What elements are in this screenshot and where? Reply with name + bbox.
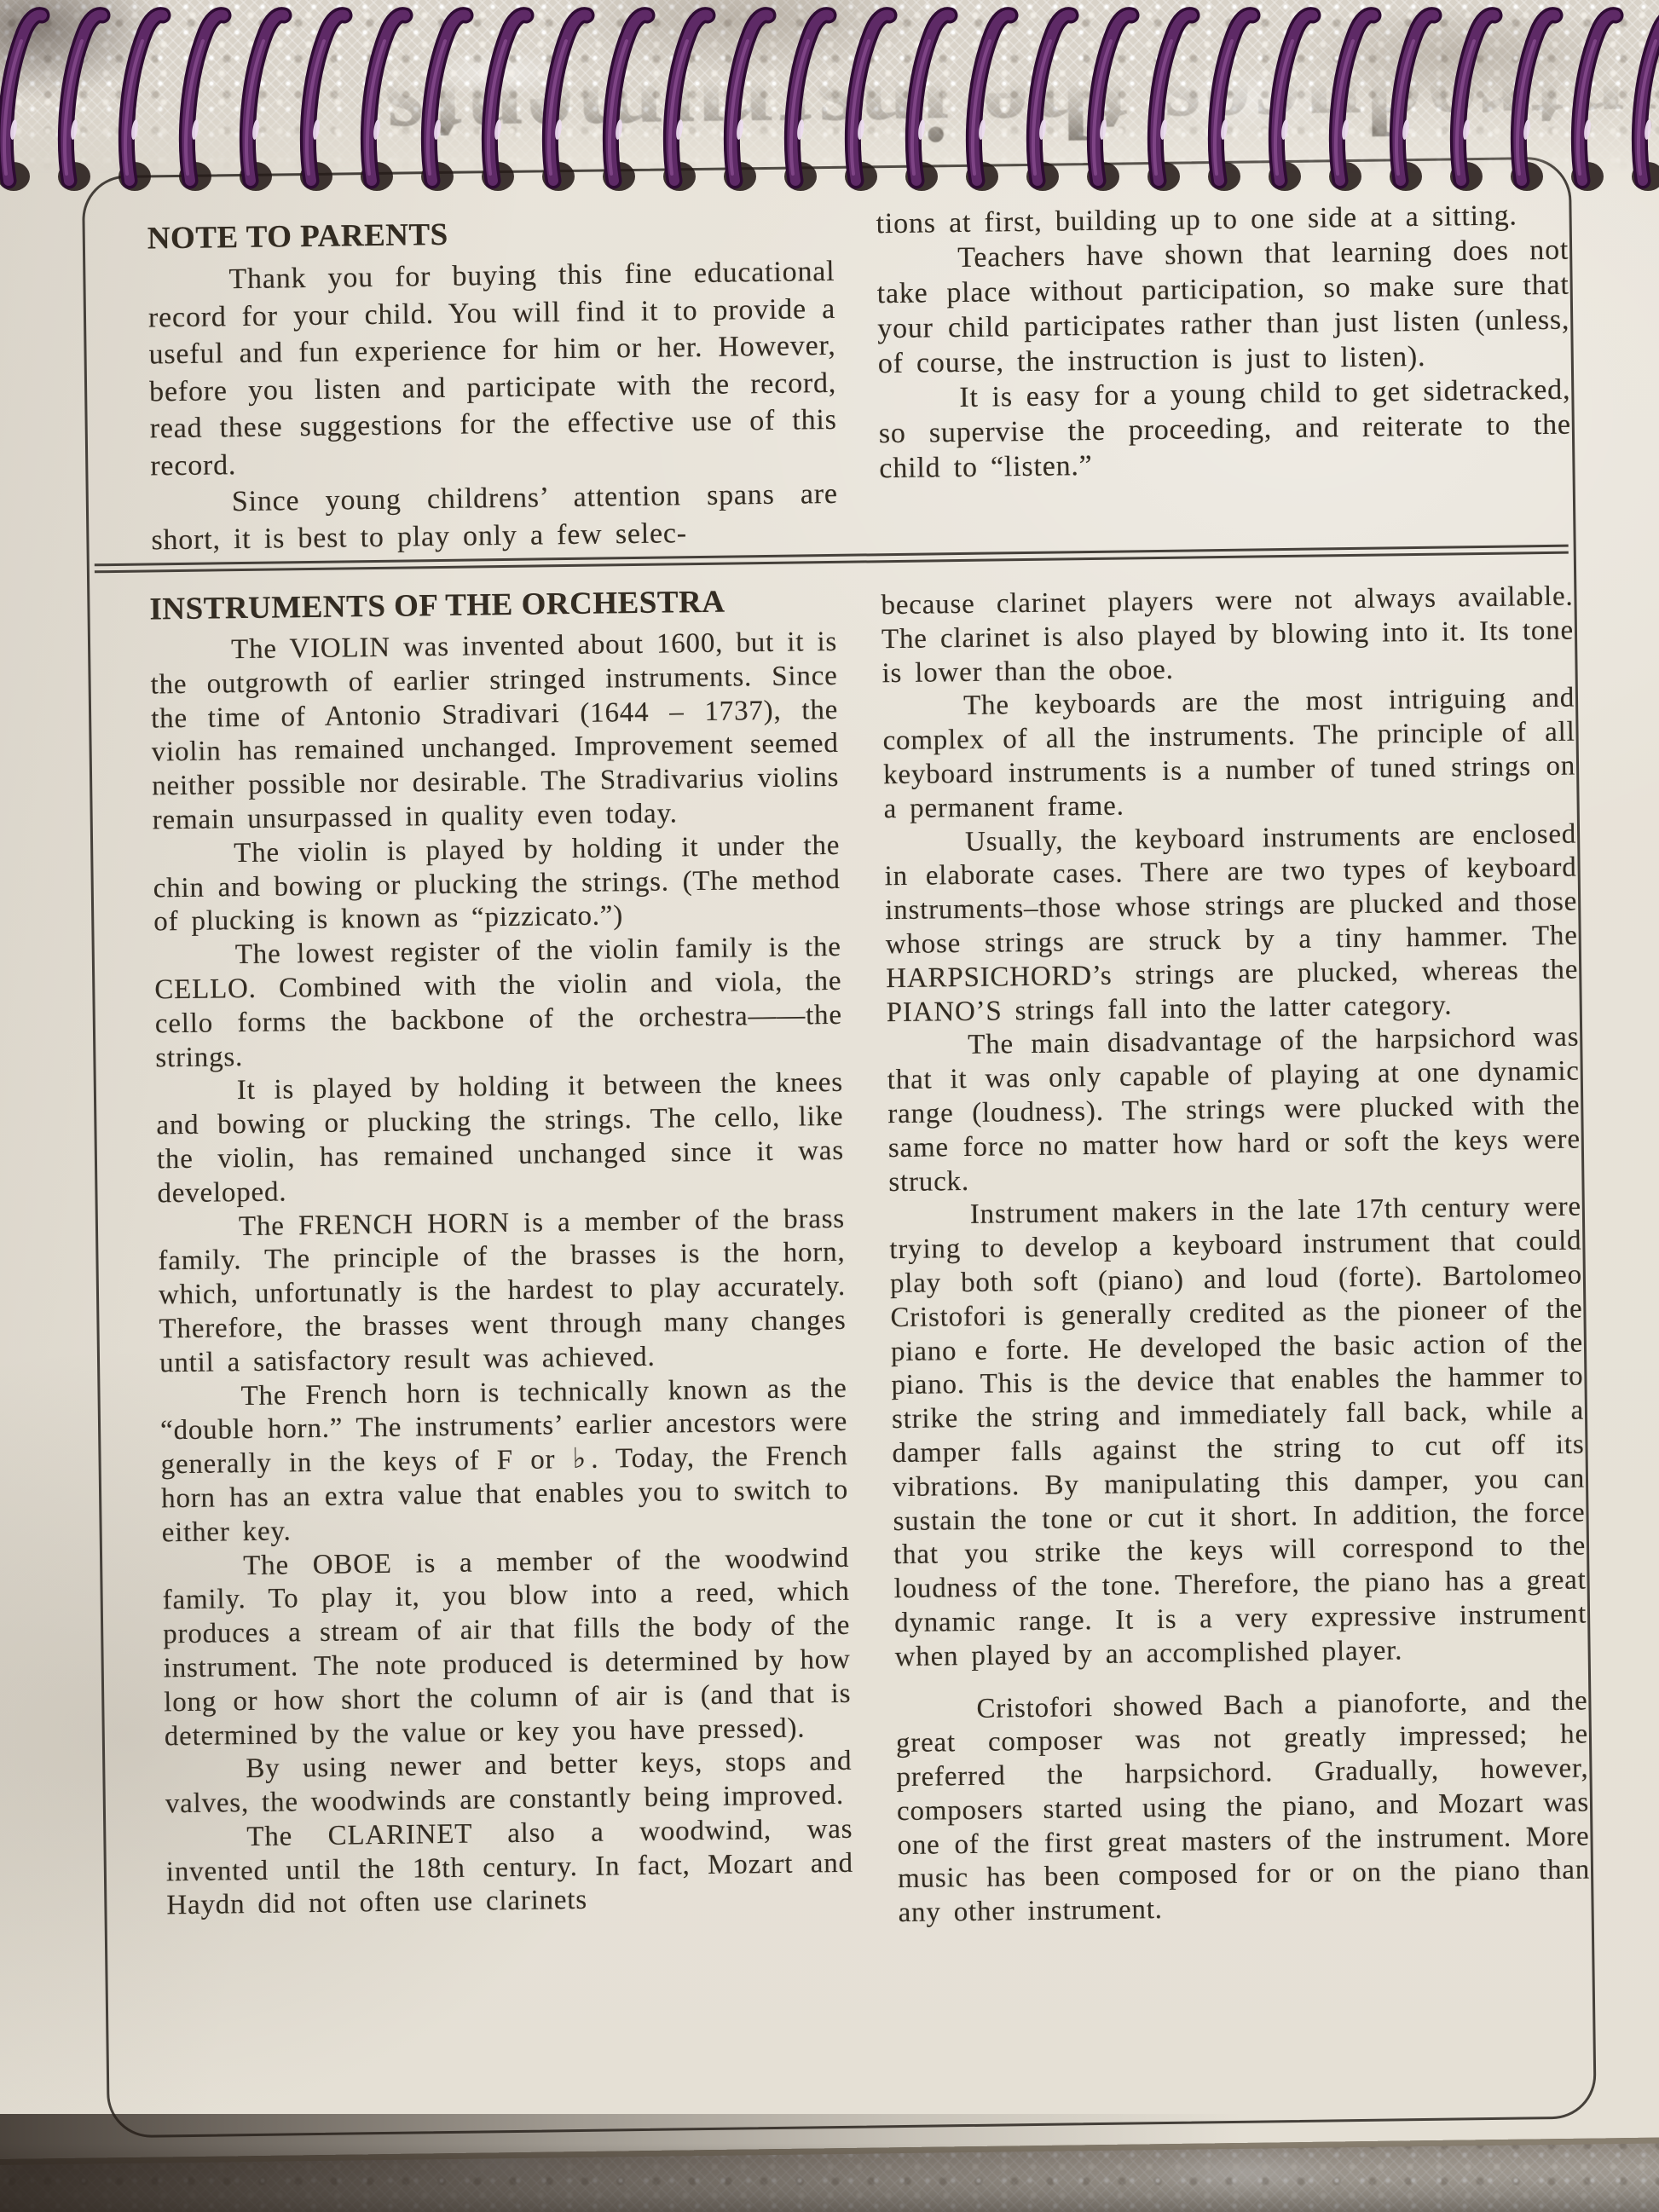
- coil: [58, 15, 102, 191]
- coil: [1450, 15, 1494, 191]
- coil: [905, 15, 950, 191]
- coil: [1026, 15, 1071, 191]
- coil: [118, 15, 163, 191]
- coil: [1390, 15, 1434, 191]
- coil: [1208, 15, 1252, 191]
- content-frame: [82, 157, 1597, 2139]
- paragraph: It is easy for a young child to get sidetracked, so supervise the proceeding, and reiterate to the child to “listen.”: [878, 373, 1572, 485]
- paragraph: Teachers have shown that learning does not take place without participation, so make sure that your child participates rather than just listen (unless, of course, the instruction is just to listen).: [876, 234, 1570, 380]
- coil: [179, 15, 223, 191]
- paragraph: The main disadvantage of the harpsichord was that it was only capable of playing at one dynamic range (loudness). The strings were plucked with the same force no matter how hard or soft the keys were struck.: [887, 1021, 1581, 1198]
- coil: [845, 15, 889, 191]
- coil: [300, 15, 344, 191]
- coil: [663, 15, 708, 191]
- paragraph: The keyboards are the most intriguing and complex of all the instruments. The principle of all keyboard instruments is a number of tuned strings on a permanent frame.: [882, 682, 1576, 824]
- paragraph: The CLARINET also a woodwind, was invented until the 18th century. In fact, Mozart and Haydn did not often use clarinets: [165, 1813, 854, 1921]
- instruments-right-column: [881, 580, 1593, 2111]
- coil: [542, 15, 587, 191]
- paragraph: Since young childrens’ attention spans are short, it is best to play only a few selec-: [151, 477, 839, 556]
- note-right-column: [876, 198, 1572, 555]
- spiral-binding: [0, 0, 1659, 209]
- coil: [0, 15, 42, 191]
- coil: [361, 15, 405, 191]
- coil: [1329, 15, 1373, 191]
- coil: [966, 15, 1010, 191]
- coil: [482, 15, 526, 191]
- coil: [1087, 15, 1131, 191]
- coil: [1269, 15, 1313, 191]
- coil: [1511, 15, 1555, 191]
- paragraph: because clarinet players were not always available. The clarinet is also played by blowing into it. Its tone is lower than the oboe.: [881, 580, 1575, 689]
- paragraph: The FRENCH HORN is a member of the brass family. The principle of the brasses is the horn, which, unfortunatly is the hardest to play accurately. Therefore, the brasses went through many changes until a satisfactory result was achieved.: [158, 1203, 847, 1379]
- coil: [603, 15, 647, 191]
- paragraph: Thank you for buying this fine educational record for your child. You will find it to provide a useful and fun experience for him or her. However, before you listen and participate with the record, read these suggestions for the effective use of this record.: [147, 255, 837, 482]
- paragraph: The VIOLIN was invented about 1600, but it is the outgrowth of earlier stringed instruments. Since the time of Antonio Stradivari (1644 – 1737), the violin has remained unchanged. Improvement seemed neither possible nor desirable. The Stradivarius violins remain unsurpassed in quality even today.: [150, 626, 840, 836]
- paragraph: The OBOE is a member of the woodwind family. To play it, you blow into a reed, which produces a stream of air that fills the body of the instrument. The note produced is determined by how long or how short the column of air is (and that is determined by the value or key you have pressed).: [162, 1542, 852, 1752]
- note-to-parents-heading: NOTE TO PARENTS: [147, 217, 448, 257]
- paragraph: Instrument makers in the late 17th century were trying to develop a keyboard instrument that could play both soft (piano) and loud (forte). Bartolomeo Cristofori is generally credited as the pioneer of the piano e forte. He developed the basic action of the piano. This is the device that enables the hammer to strike the string and immediately fall back, while a damper falls against the string to cut off its vibrations. By manipulating this damper, you can sustain the tone or cut it short. In addition, the force that you strike the keys will correspond to the loudness of the tone. Therefore, the piano has a great dynamic range. It is a very expressive instrument when played by an accomplished player.: [889, 1191, 1587, 1672]
- paragraph: tions at first, building up to one side at a sitting.: [876, 199, 1517, 240]
- coil: [1147, 15, 1192, 191]
- instruments-left-column: [150, 626, 857, 2119]
- note-left-column: [147, 253, 839, 563]
- paragraph: By using newer and better keys, stops and valves, the woodwinds are constantly being improved.: [165, 1746, 853, 1820]
- paragraph: The lowest register of the violin family is the CELLO. Combined with the violin and viola, the cello forms the backbone of the orchestra——the strings.: [154, 932, 843, 1073]
- coil: [724, 15, 768, 191]
- booklet-page: [0, 27, 1659, 2159]
- coil: [1571, 15, 1616, 191]
- paragraph: Cristofori showed Bach a pianoforte, and the great composer was not greatly impressed; he preferred the harpsichord. Gradually, however, composers started using the piano, and Mozart was one of the first great masters of the instrument. More music has been composed for or on the piano than any other instrument.: [895, 1684, 1591, 1929]
- paragraph: Usually, the keyboard instruments are enclosed in elaborate cases. There are two types of keyboard instruments–those whose strings are plucked and those whose strings are struck by a tiny hammer. The HARPSICHORD’s strings are plucked, whereas the PIANO’S strings fall into the latter category.: [884, 818, 1579, 1028]
- coil: [421, 15, 465, 191]
- coil: [240, 15, 284, 191]
- instruments-heading: INSTRUMENTS OF THE ORCHESTRA: [149, 584, 725, 627]
- paragraph: It is played by holding it between the knees and bowing or plucking the strings. The cello, like the violin, has remained unchanged since it was developed.: [156, 1067, 845, 1210]
- paragraph: The French horn is technically known as the “double horn.” The instruments’ earlier ancestors were generally in the keys of F or ♭. Today, the French horn has an extra value that enables you to switch to either key.: [159, 1372, 849, 1549]
- paragraph: The violin is played by holding it under the chin and bowing or plucking the strings. (The method of plucking is known as “pizzicato.”): [153, 829, 841, 938]
- coil: [1632, 15, 1659, 191]
- coil: [784, 15, 829, 191]
